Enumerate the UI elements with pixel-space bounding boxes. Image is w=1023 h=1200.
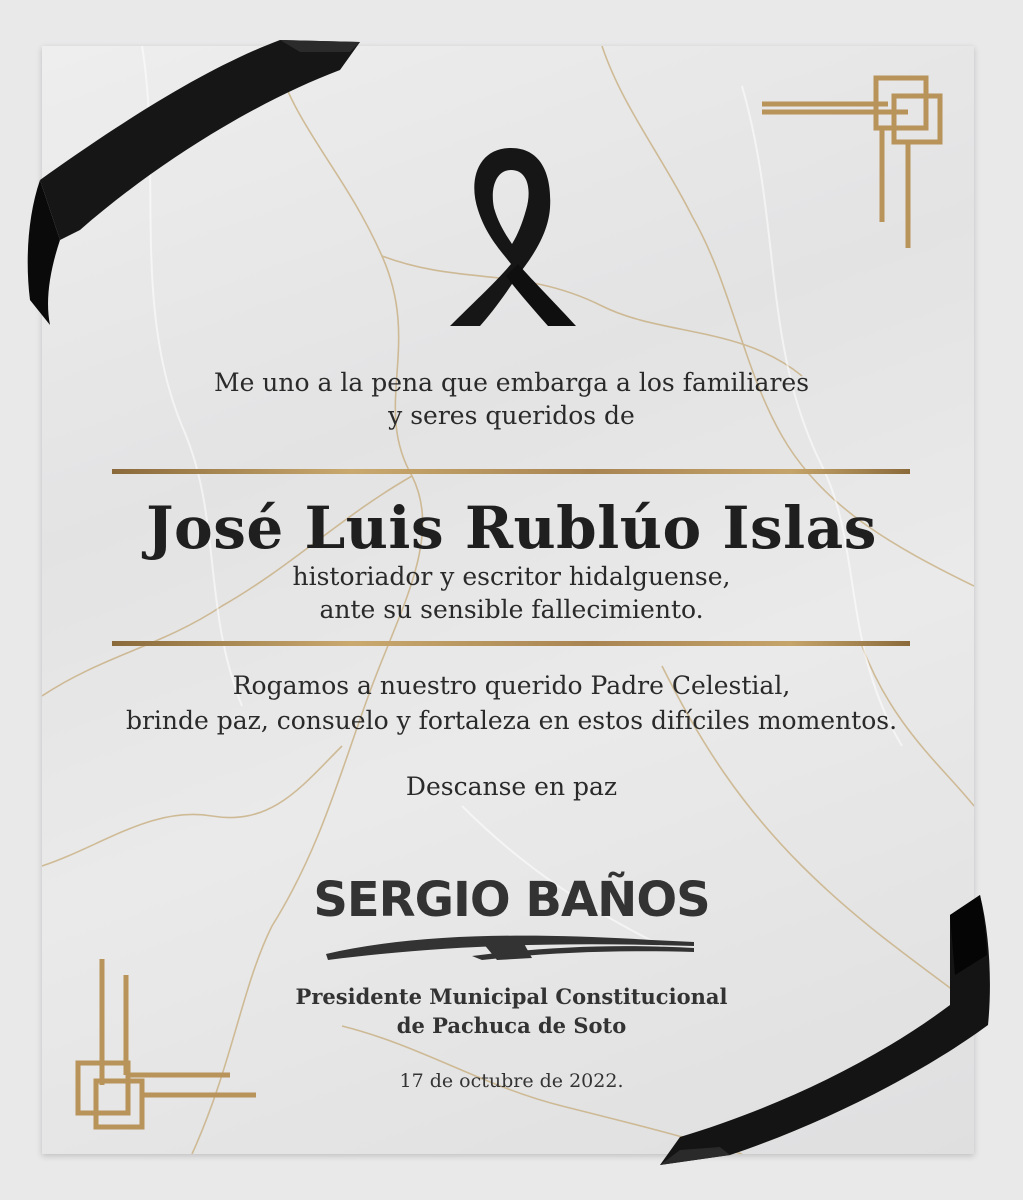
deceased-description bbox=[0, 560, 1023, 626]
mourning-ribbon-icon bbox=[438, 140, 584, 330]
subtitle-line-1: historiador y escritor hidalguense, bbox=[292, 562, 731, 591]
prayer-text bbox=[0, 668, 1023, 738]
signer-logo-name: SERGIO BAÑOS bbox=[313, 872, 710, 928]
closing-text: Descanse en paz bbox=[405, 772, 618, 801]
prayer-line-2: brinde paz, consuelo y fortaleza en estos difíciles momentos. bbox=[125, 706, 898, 735]
subtitle-line-2: ante su sensible fallecimiento. bbox=[319, 595, 704, 624]
prayer-line-1: Rogamos a nuestro querido Padre Celestial, bbox=[232, 671, 791, 700]
gold-divider-bottom bbox=[112, 641, 910, 646]
notice-date: 17 de octubre de 2022. bbox=[399, 1070, 624, 1092]
position-line-1: Presidente Municipal Constitucional bbox=[295, 984, 728, 1009]
logo-swoosh bbox=[322, 928, 702, 968]
intro-line-2: y seres queridos de bbox=[388, 401, 635, 430]
deceased-name: José Luis Rublúo Islas bbox=[146, 494, 877, 562]
intro-line-1: Me uno a la pena que embarga a los familiares bbox=[213, 368, 810, 397]
top-right-gold-frame bbox=[758, 72, 948, 252]
signer-position bbox=[0, 982, 1023, 1040]
position-line-2: de Pachuca de Soto bbox=[396, 1013, 627, 1038]
top-left-corner-ribbon bbox=[20, 30, 370, 330]
gold-divider-top bbox=[112, 469, 910, 474]
intro-text bbox=[0, 366, 1023, 432]
